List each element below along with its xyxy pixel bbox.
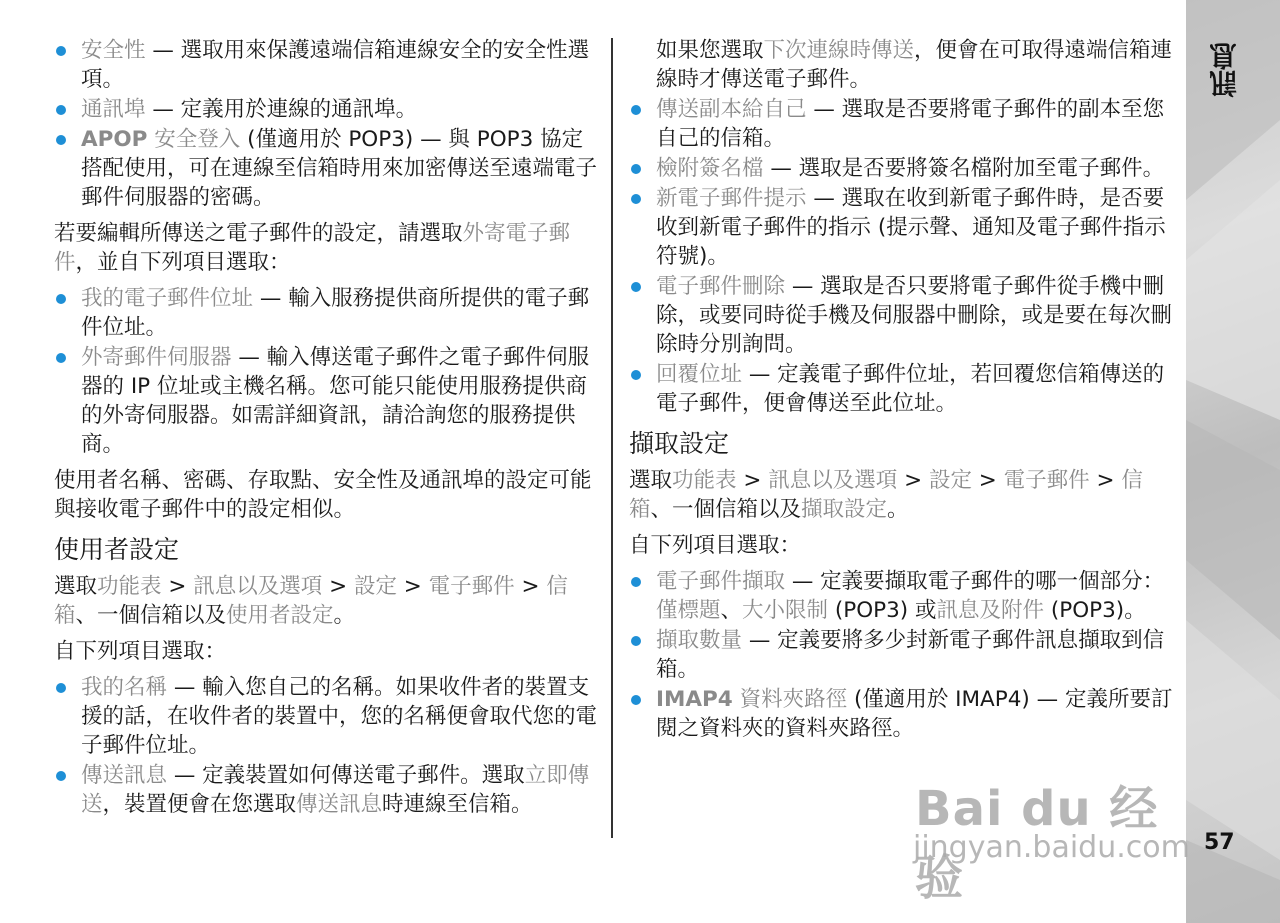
- text: (POP3)。: [1044, 598, 1146, 623]
- bullet-icon: [56, 771, 66, 781]
- menu-ref: 大小限制: [742, 598, 829, 623]
- option-desc: — 輸入服務提供商所提供的電子郵件位址。: [81, 286, 590, 340]
- text: 選取: [629, 468, 673, 493]
- menu-ref: 訊息以及: [768, 468, 855, 493]
- option-term: 資料夾路徑: [732, 687, 848, 712]
- bullet-icon: [56, 353, 66, 363]
- bullet-icon: [631, 695, 641, 705]
- separator: >: [971, 468, 1004, 493]
- separator: >: [396, 574, 429, 599]
- option-term: 傳送副本給自己: [656, 97, 807, 122]
- option-term: 檢附簽名檔: [656, 156, 764, 181]
- menu-path: [54, 572, 600, 630]
- select-from-list: 自下列項目選取：: [629, 533, 802, 558]
- option-desc: — 定義電子郵件位址，若回覆您信箱傳送的電子郵件，便會傳送至此位址。: [656, 362, 1165, 416]
- select-from-list: 自下列項目選取：: [54, 639, 227, 664]
- option-desc: — 選取是否只要將電子郵件從手機中刪除，或要同時從手機及伺服器中刪除，或是要在每次刪除時分別詢問。: [656, 274, 1173, 357]
- list-item: [629, 360, 1177, 418]
- option-term: 我的名稱: [81, 675, 168, 700]
- separator: >: [161, 574, 194, 599]
- option-desc: — 定義要將多少封新電子郵件訊息擷取到信箱。: [656, 628, 1165, 682]
- menu-ref: 立即傳送: [81, 763, 590, 817]
- text: 、一個信箱以及: [75, 603, 227, 628]
- more-user-options-list: [629, 95, 1177, 418]
- section-heading-user-settings: 使用者設定: [54, 535, 180, 564]
- option-term: 外寄郵件伺服器: [81, 345, 232, 370]
- option-term: 擷取數量: [656, 628, 743, 653]
- list-item: [629, 272, 1177, 359]
- text: 選取: [54, 574, 98, 599]
- option-desc: — 輸入您自己的名稱。如果收件者的裝置支援的話，在收件者的裝置中，您的名稱便會取代您的電子郵件位址。: [81, 675, 598, 758]
- option-desc: — 選取是否要將簽名檔附加至電子郵件。: [763, 156, 1165, 181]
- bullet-icon: [56, 294, 66, 304]
- option-term: 電子郵件刪除: [656, 274, 786, 299]
- menu-ref: 功能表: [672, 468, 737, 493]
- option-term: 回覆位址: [656, 362, 743, 387]
- option-term: 傳送訊息: [81, 763, 168, 788]
- option-term: 安全性: [81, 38, 146, 63]
- bullet-icon: [631, 194, 641, 204]
- list-item: [629, 626, 1177, 684]
- continuation-text: [629, 36, 1177, 94]
- similar-settings-note: 使用者名稱、密碼、存取點、安全性及通訊埠的設定可能與接收電子郵件中的設定相似。: [54, 468, 592, 522]
- separator: >: [514, 574, 547, 599]
- text: 時連線至信箱。: [382, 792, 533, 817]
- list-item: [629, 154, 1177, 183]
- option-desc: — 定義要擷取電子郵件的哪一個部分：: [785, 569, 1165, 594]
- text: (POP3) 或: [828, 598, 937, 623]
- bullet-icon: [56, 683, 66, 693]
- text: 。: [887, 497, 909, 522]
- text: 若要編輯所傳送之電子郵件的設定，請選取: [54, 221, 463, 246]
- column-divider: [611, 38, 613, 838]
- bullet-icon: [56, 46, 66, 56]
- text: ，並自下列項目選取：: [75, 250, 291, 275]
- menu-ref: 擷取設定: [801, 497, 888, 522]
- watermark-logo: Bai du 经验: [915, 781, 1159, 906]
- page-number: 57: [1204, 830, 1235, 855]
- option-term: 電子郵件擷取: [656, 569, 786, 594]
- menu-ref: 信箱: [54, 574, 568, 628]
- outgoing-options-list: [54, 284, 600, 459]
- list-item: [629, 184, 1177, 271]
- option-desc: — 定義裝置如何傳送電子郵件。選取: [167, 763, 525, 788]
- option-term: 通訊埠: [81, 97, 146, 122]
- menu-ref: 訊息及附件: [936, 598, 1045, 623]
- text: ，便會在可取得遠端信箱連線時才傳送電子郵件。: [656, 38, 1173, 92]
- chapter-label: 訊息: [1208, 42, 1241, 98]
- user-options-list: [54, 673, 600, 819]
- retrieval-options-list: [629, 567, 1177, 743]
- menu-path: [629, 466, 1177, 524]
- option-desc: — 選取用來保護遠端信箱連線安全的安全性選項。: [81, 38, 590, 92]
- text: 如果您選取: [656, 38, 764, 63]
- security-options-list: [54, 36, 600, 212]
- list-item: [54, 343, 600, 459]
- option-desc: — 選取在收到新電子郵件時，是否要收到新電子郵件的指示 (提示聲、通知及電子郵件指示符號)。: [656, 186, 1166, 269]
- bullet-icon: [631, 577, 641, 587]
- separator: >: [322, 574, 354, 599]
- menu-ref: 電子郵件: [1003, 468, 1090, 493]
- separator: >: [1089, 468, 1122, 493]
- option-term-bold: IMAP4: [656, 687, 733, 712]
- menu-ref: 功能表: [97, 574, 162, 599]
- menu-ref: 設定: [928, 468, 972, 493]
- list-item: [54, 125, 600, 212]
- list-item: [54, 673, 600, 760]
- menu-ref: 下次連線時傳送: [763, 38, 915, 63]
- text: ，裝置便會在您選取: [102, 792, 297, 817]
- list-item: [629, 567, 1177, 625]
- bullet-icon: [631, 105, 641, 115]
- menu-ref: 設定: [353, 574, 397, 599]
- watermark-url: jingyan.baidu.com: [913, 830, 1190, 865]
- bullet-icon: [631, 636, 641, 646]
- option-desc: — 輸入傳送電子郵件之電子郵件伺服器的 IP 位址或主機名稱。您可能只能使用服務提供商的外寄伺服器。如需詳細資訊，請洽詢您的服務提供商。: [81, 345, 590, 457]
- list-item: [54, 761, 600, 819]
- bullet-icon: [631, 164, 641, 174]
- list-item: [629, 95, 1177, 153]
- option-desc: (僅適用於 IMAP4) — 定義所要訂閱之資料夾的資料夾路徑。: [656, 687, 1173, 741]
- option-term: 新電子郵件提示: [656, 186, 807, 211]
- text: 。: [333, 603, 356, 628]
- bullet-icon: [631, 282, 641, 292]
- option-desc: (僅適用於 POP3) — 與 POP3 協定搭配使用，可在連線至信箱時用來加密傳送至遠端電子郵件伺服器的密碼。: [81, 127, 598, 210]
- menu-ref: 外寄電子郵件: [54, 221, 571, 275]
- bullet-icon: [56, 105, 66, 115]
- section-heading-retrieval-settings: 擷取設定: [629, 429, 730, 458]
- left-column: [54, 36, 600, 826]
- menu-ref: 選項: [854, 468, 898, 493]
- option-term: 我的電子郵件位址: [81, 286, 254, 311]
- watermark: [905, 770, 1195, 906]
- right-column: [629, 36, 1177, 750]
- sidebar-pattern: [1186, 0, 1280, 923]
- list-item: [629, 685, 1177, 743]
- bullet-icon: [56, 135, 66, 145]
- menu-ref: 訊息以及: [193, 574, 280, 599]
- menu-ref: 僅標題: [656, 598, 721, 623]
- list-item: [54, 36, 600, 94]
- menu-ref: 傳送訊息: [296, 792, 383, 817]
- text: 、: [720, 598, 743, 623]
- chapter-sidebar: [1186, 0, 1280, 923]
- list-item: [54, 284, 600, 342]
- menu-ref: 使用者設定: [226, 603, 334, 628]
- menu-ref: 選項: [279, 574, 323, 599]
- option-desc: — 選取是否要將電子郵件的副本至您自己的信箱。: [656, 97, 1165, 151]
- text: 、一個信箱以及: [650, 497, 802, 522]
- option-term: 安全登入: [147, 127, 241, 152]
- menu-ref: 電子郵件: [428, 574, 515, 599]
- outgoing-intro: [54, 219, 600, 277]
- option-desc: — 定義用於連線的通訊埠。: [145, 97, 418, 122]
- separator: >: [736, 468, 769, 493]
- separator: >: [897, 468, 929, 493]
- menu-ref: 信箱: [629, 468, 1143, 522]
- list-item: [54, 95, 600, 124]
- bullet-icon: [631, 370, 641, 380]
- option-term-bold: APOP: [81, 127, 148, 152]
